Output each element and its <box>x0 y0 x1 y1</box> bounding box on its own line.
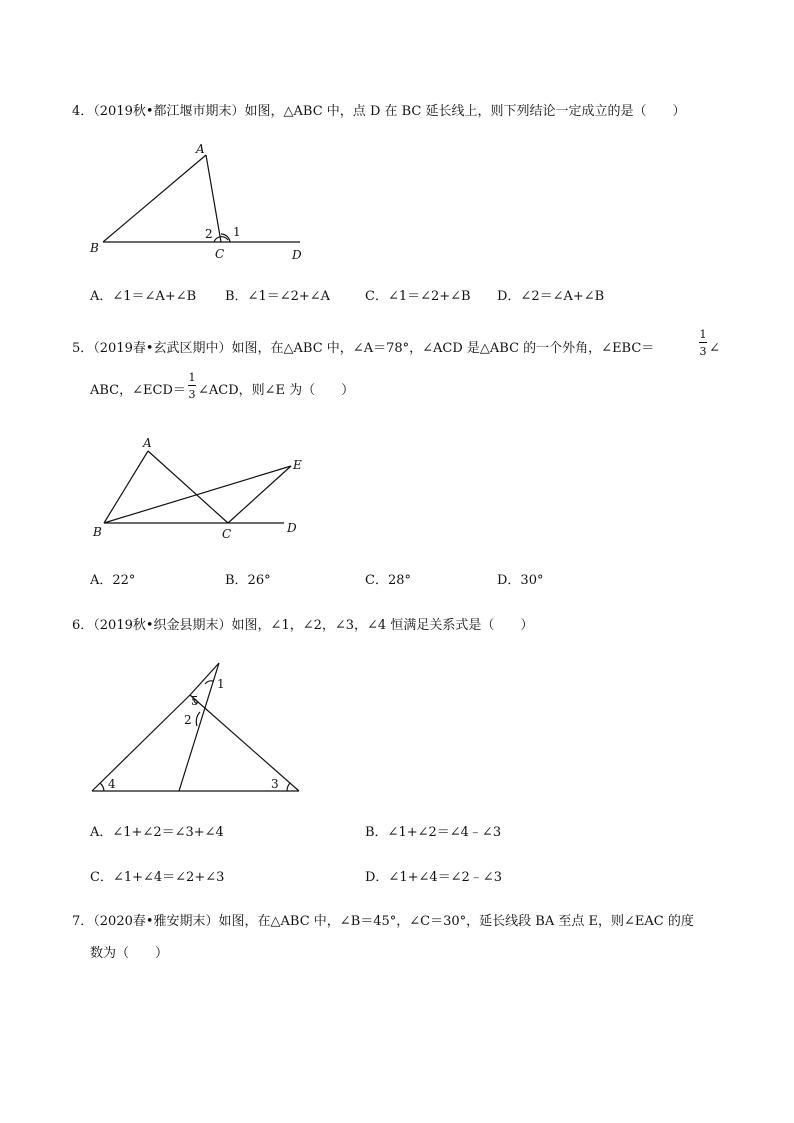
question-number: 5． <box>72 341 94 356</box>
question-source: （2019春•玄武区期中） <box>93 341 232 356</box>
q5-stem-angle: ∠ <box>709 341 720 356</box>
q5-fraction-2-numerator: 1 <box>188 371 196 384</box>
q4-option-d: D．∠2＝∠A+∠B <box>497 289 605 304</box>
label-E: E <box>293 458 302 472</box>
question-number: 4． <box>72 104 94 119</box>
angle-2-label: 2 <box>184 713 192 727</box>
q6-option-d: D．∠1+∠4＝∠2﹣∠3 <box>365 870 502 885</box>
q5-option-a: A．22° <box>90 573 136 588</box>
question-7-stem <box>72 914 694 930</box>
angle-2-label: 2 <box>205 227 213 241</box>
question-text: 如图，在△ABC 中，∠B＝45°，∠C＝30°，延长线段 BA 至点 E，则∠EAC 的度 <box>218 914 694 929</box>
q4-option-b: B．∠1＝∠2+∠A <box>225 289 331 304</box>
q5-option-d: D．30° <box>497 573 544 588</box>
q5-option-b: B．26° <box>225 573 271 588</box>
q6-option-c: C．∠1+∠4＝∠2+∠3 <box>90 870 225 885</box>
label-C: C <box>215 247 225 261</box>
question-7-stem-line2: 数为（ ） <box>90 946 169 961</box>
q5-fraction-1-denominator: 3 <box>699 345 707 358</box>
question-source: （2020春•雅安期末） <box>93 914 219 929</box>
question-number: 7． <box>72 914 94 929</box>
angle-1-label: 1 <box>217 677 225 691</box>
q5-stem-line2a: ABC，∠ECD＝ <box>90 383 186 398</box>
q4-option-a: A．∠1＝∠A+∠B <box>90 289 197 304</box>
angle-1-label: 1 <box>233 225 241 239</box>
angle-4-label: 4 <box>108 777 116 791</box>
label-A: A <box>143 436 152 450</box>
question-text: 如图，在△ABC 中，∠A＝78°，∠ACD 是△ABC 的一个外角，∠EBC＝ <box>231 341 655 356</box>
label-A: A <box>196 142 205 156</box>
angle-5-label: 5 <box>191 694 199 708</box>
angle-3-label: 3 <box>271 777 279 791</box>
q5-stem-line2b: ∠ACD，则∠E 为（ ） <box>198 383 355 398</box>
q5-option-c: C．28° <box>365 573 411 588</box>
q6-option-b: B．∠1+∠2＝∠4﹣∠3 <box>365 825 502 840</box>
label-C: C <box>222 527 232 541</box>
q5-fraction-1-numerator: 1 <box>699 328 707 341</box>
question-number: 6． <box>72 618 94 633</box>
q5-fraction-2-denominator: 3 <box>188 388 196 401</box>
label-D: D <box>287 521 297 535</box>
q6-option-a: A．∠1+∠2＝∠3+∠4 <box>90 825 224 840</box>
question-source: （2019秋•织金县期末） <box>93 618 232 633</box>
question-text: 如图，△ABC 中，点 D 在 BC 延长线上，则下列结论一定成立的是（ ） <box>244 104 686 119</box>
q4-option-c: C．∠1＝∠2+∠B <box>365 289 471 304</box>
label-B: B <box>93 525 102 539</box>
label-B: B <box>90 241 99 255</box>
label-D: D <box>292 248 302 262</box>
question-text: 如图，∠1，∠2，∠3，∠4 恒满足关系式是（ ） <box>231 618 534 633</box>
question-source: （2019秋•都江堰市期末） <box>93 104 245 119</box>
